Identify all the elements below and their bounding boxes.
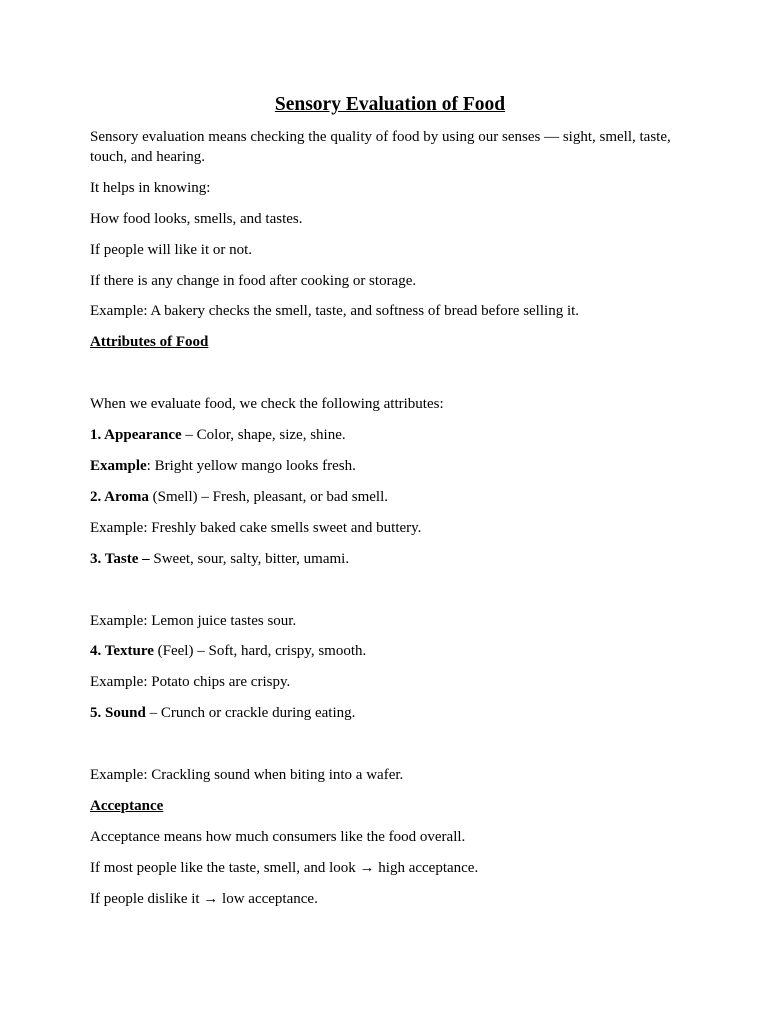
attributes-heading: Attributes of Food — [90, 334, 209, 351]
page-title: Sensory Evaluation of Food — [274, 94, 506, 115]
intro-paragraph: Sensory evaluation means checking the quality of food by using our senses — sight, smell, taste, touch, and hearing. — [90, 129, 671, 165]
appearance-desc: – Color, shape, size, shine. — [181, 427, 346, 444]
acceptance-definition: Acceptance means how much consumers like the food overall. — [90, 828, 466, 845]
document-page — [90, 92, 690, 920]
sound-label: 5. Sound — [90, 705, 146, 722]
acceptance-heading: Acceptance — [90, 798, 164, 815]
texture-label: 4. Texture — [90, 643, 154, 660]
attribute-aroma — [90, 487, 690, 507]
attribute-taste — [90, 549, 690, 569]
appearance-example-label: Example — [90, 458, 147, 475]
taste-desc: Sweet, sour, salty, bitter, umami. — [149, 550, 350, 567]
attribute-texture — [90, 641, 690, 661]
appearance-label: 1. Appearance — [90, 427, 182, 444]
sound-desc: – Crunch or crackle during eating. — [145, 705, 356, 722]
acceptance-high: If most people like the taste, smell, and look → high acceptance. — [90, 859, 479, 876]
aroma-label: 2. Aroma — [90, 488, 149, 505]
attributes-lead: When we evaluate food, we check the following attributes: — [90, 396, 444, 413]
texture-desc: (Feel) – Soft, hard, crispy, smooth. — [153, 643, 367, 660]
helps-lead: It helps in knowing: — [90, 179, 211, 196]
spacer — [90, 363, 690, 394]
texture-example: Example: Potato chips are crispy. — [90, 674, 291, 691]
appearance-example-text: : Bright yellow mango looks fresh. — [146, 458, 356, 475]
bakery-example: Example: A bakery checks the smell, taste, and softness of bread before selling it. — [90, 303, 580, 320]
helps-item-like: If people will like it or not. — [90, 241, 253, 258]
appearance-example — [90, 456, 690, 476]
taste-example: Example: Lemon juice tastes sour. — [90, 612, 297, 629]
acceptance-low: If people dislike it → low acceptance. — [90, 890, 318, 907]
attribute-sound — [90, 703, 690, 723]
sound-example: Example: Crackling sound when biting into a wafer. — [90, 767, 404, 784]
attribute-appearance — [90, 425, 690, 445]
spacer — [90, 734, 690, 765]
helps-item-looks: How food looks, smells, and tastes. — [90, 210, 303, 227]
aroma-example: Example: Freshly baked cake smells sweet and buttery. — [90, 519, 422, 536]
spacer — [90, 580, 690, 611]
taste-label: 3. Taste – — [90, 550, 150, 567]
helps-item-change: If there is any change in food after cooking or storage. — [90, 272, 417, 289]
aroma-desc: (Smell) – Fresh, pleasant, or bad smell. — [148, 488, 389, 505]
